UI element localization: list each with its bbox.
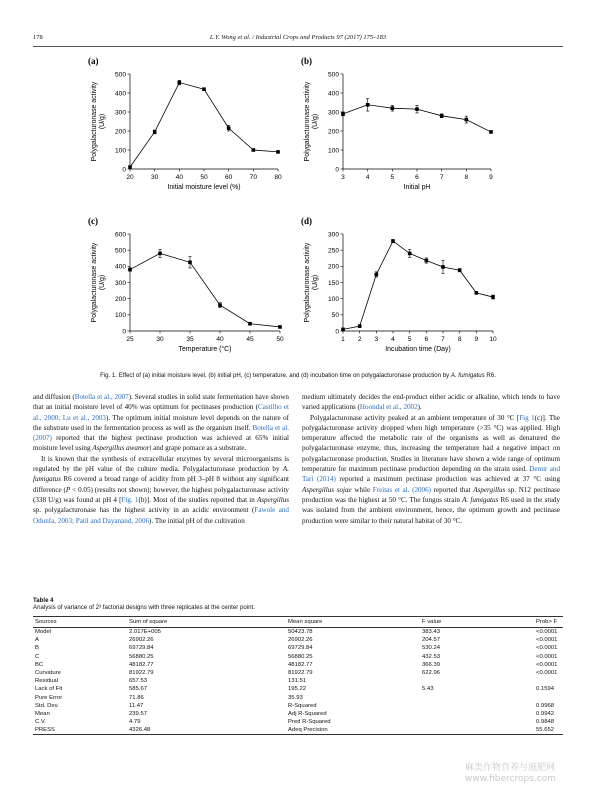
- x-tick-label: 8: [464, 174, 469, 181]
- paragraph: Polygalacturonase activity peaked at an ambient temperature of 30 °C [Fig 1(c)]. The polygalacturonase activity dropped when high temperature (>35 °C) was applied. High temperature affected the metabolic rate of the organisms as well as denatured the polygalacturonase enzyme, thus, increasing the temperature had a negative impact on polygalacturonase production. Studies in literature have shown a wide range of optimum temperature for maximum pectinase production depending on the strain used. Demir and Tari (2014) reported a maximum pectinase production was achieved at 37 °C using Aspergillus sojae while Freitas et al. (2006) reported that Aspergillus sp. N12 pectinase production was the highest at 50 °C. The fungus strain A. fumigatus R6 used in the study was isolated from the ambient environment, hence, the optimum growth and pectinase production were similar to their natural habitat of 30 °C.: [302, 413, 561, 525]
- data-point: [158, 252, 162, 256]
- citation-link[interactable]: Castilho et al., 2000; Lu et al., 2003: [33, 403, 290, 422]
- y-axis-label-line: (U/g): [99, 113, 106, 130]
- y-tick-label: 500: [114, 71, 126, 79]
- paragraph: and diffusion (Botella et al., 2007). Several studies in solid state fermentation have shown that an initial moisture level of 40% was optimum for pectinases production (Castilho et al., 2000; Lu et al., 2003). The optimum initial moisture level depends on the nature of the substrate used in the fermentation process as well as the organism itself. Botella et al. (2007) reported that the highest pectinase production was achieved at 65% initial moisture level using Aspergillus awamori and grape pomace as a substrate.: [33, 393, 290, 453]
- table-row: [33, 644, 563, 652]
- table-cell: PRESS: [35, 727, 55, 734]
- y-axis-label: [91, 81, 106, 161]
- series-line: [130, 83, 278, 168]
- page-header: [33, 34, 563, 46]
- table-header-cell: Prob> F: [536, 619, 558, 625]
- italic-term: Aspergillus sojae: [302, 485, 352, 494]
- x-axis-label: Initial moisture level (%): [167, 184, 241, 191]
- table-cell: Model: [35, 629, 52, 636]
- table-cell: C: [35, 653, 40, 660]
- table-cell: [420, 726, 534, 735]
- x-tick-label: 50: [200, 174, 208, 181]
- y-tick-label: 200: [114, 295, 126, 303]
- x-tick-label: 9: [474, 336, 479, 343]
- data-point: [391, 106, 395, 110]
- table-cell: 50423.78: [288, 629, 313, 636]
- table-cell: 48182.77: [129, 661, 154, 668]
- table-cell: 432.53: [422, 653, 441, 660]
- table-cell: 48182.77: [288, 661, 313, 668]
- table-row: [33, 702, 563, 710]
- y-axis-label: [91, 242, 106, 322]
- x-tick-label: 7: [441, 336, 445, 343]
- table-cell: 585.67: [129, 686, 148, 693]
- x-tick-label: 40: [175, 174, 184, 181]
- table-cell: 26902.26: [129, 637, 154, 644]
- y-tick-label: 0: [122, 328, 126, 336]
- chart-panel: [301, 56, 493, 191]
- x-tick-label: 30: [150, 174, 159, 181]
- x-tick-label: 1: [341, 336, 345, 343]
- table-cell: Mean: [35, 710, 50, 717]
- citation-link[interactable]: Fig. 1: [121, 495, 139, 504]
- y-tick-label: 600: [114, 231, 126, 239]
- data-point: [440, 114, 444, 118]
- italic-term: Aspergillus awamori: [92, 444, 152, 453]
- data-point: [458, 268, 462, 272]
- y-tick-label: 400: [114, 263, 126, 271]
- data-point: [391, 239, 395, 243]
- y-axis-label: [304, 81, 319, 161]
- table-cell: Adeq Precision: [288, 727, 328, 734]
- table-row: [33, 710, 563, 718]
- y-tick-label: 400: [327, 90, 339, 98]
- left-text-column: [33, 392, 289, 526]
- x-tick-label: 20: [126, 174, 134, 181]
- table-row: [33, 661, 563, 669]
- table-cell: 4326.48: [129, 727, 151, 734]
- series-line: [343, 241, 493, 329]
- y-tick-label: 500: [327, 71, 339, 79]
- x-tick-label: 6: [424, 336, 429, 343]
- data-point: [178, 81, 182, 85]
- table-cell: <0.0001: [536, 661, 558, 668]
- x-axis-label: Incubation time (Day): [385, 346, 451, 353]
- x-tick-label: 40: [216, 336, 224, 343]
- table-cell: 55.652: [536, 727, 555, 734]
- watermark: [465, 763, 556, 785]
- table-row: [33, 718, 563, 726]
- table-cell: Std. Dev.: [35, 702, 59, 709]
- y-axis-label-line: Polygalacturonase activity: [91, 81, 98, 162]
- x-tick-label: 4: [391, 336, 395, 343]
- data-point: [366, 103, 370, 107]
- figure-caption-text: Fig. 1. Effect of (a) initial moisture level, (b) initial pH, (c) temperature, and (d) incubation time on polygalacturonase production by A. fumigatus R6.: [100, 372, 496, 379]
- table-cell: 131.51: [288, 678, 307, 685]
- x-tick-label: 10: [489, 336, 497, 343]
- data-point: [358, 324, 362, 328]
- y-tick-label: 100: [114, 147, 126, 155]
- y-tick-label: 300: [114, 109, 126, 117]
- x-tick-label: 2: [357, 336, 362, 343]
- table-cell: 11.47: [129, 702, 144, 709]
- data-point: [202, 87, 206, 91]
- y-axis-label-line: (U/g): [312, 274, 319, 291]
- table-cell: <0.0001: [536, 670, 558, 677]
- table-cell: 195.22: [288, 686, 307, 693]
- table-cell: 622.96: [422, 670, 441, 677]
- citation-link[interactable]: Demir and Tari (2014): [302, 465, 561, 484]
- table-cell: 69729.84: [129, 645, 154, 652]
- chart-panel: [88, 216, 284, 353]
- citation-link[interactable]: Freitas et al. (2006): [372, 485, 431, 494]
- anova-table: [33, 616, 563, 735]
- chart-panel: [301, 216, 497, 353]
- table-label: Table 4: [33, 597, 54, 604]
- citation-link[interactable]: Hoondal et al., 2002: [359, 403, 418, 412]
- table-cell: 0.9942: [536, 710, 555, 717]
- table-caption: [33, 597, 255, 611]
- data-point: [153, 130, 157, 134]
- table-cell: 0.1594: [536, 686, 555, 693]
- table-row: [33, 653, 563, 661]
- watermark-line: www.fibercrops.com: [465, 774, 556, 784]
- table-row: [33, 677, 563, 685]
- right-text-column: [302, 392, 560, 526]
- table-cell: A: [35, 637, 39, 644]
- x-tick-label: 35: [186, 336, 194, 343]
- x-tick-label: 6: [415, 174, 419, 181]
- y-tick-label: 200: [114, 128, 126, 136]
- panel-label: (b): [301, 56, 312, 66]
- data-point: [252, 148, 256, 152]
- x-tick-label: 7: [439, 174, 444, 181]
- paragraph: medium ultimately decides the end-product either acidic or alkaline, which tends to have varied applications (Hoondal et al., 2002).: [302, 393, 560, 412]
- x-tick-label: 9: [489, 174, 493, 181]
- table-cell: 26902.26: [288, 637, 313, 644]
- table-cell: [420, 702, 534, 710]
- table-cell: [534, 694, 563, 702]
- data-point: [227, 126, 231, 130]
- table-row: [33, 685, 563, 693]
- data-point: [278, 325, 282, 329]
- table-cell: <0.0001: [536, 629, 558, 636]
- table-row: [33, 628, 563, 637]
- y-tick-label: 50: [331, 312, 339, 320]
- y-tick-label: 300: [327, 109, 339, 117]
- x-tick-label: 5: [390, 174, 395, 181]
- y-axis-label-line: Polygalacturonase activity: [304, 242, 311, 323]
- data-point: [475, 291, 479, 295]
- data-point: [415, 107, 419, 111]
- data-point: [489, 130, 493, 134]
- table-cell: 0.9968: [536, 702, 555, 709]
- x-tick-label: 25: [126, 336, 134, 343]
- table-cell: Pure Error: [35, 694, 63, 701]
- table-cell: 5.43: [422, 686, 434, 693]
- x-tick-label: 70: [249, 174, 258, 181]
- data-point: [341, 112, 345, 116]
- table-row: [33, 726, 563, 735]
- table-cell: 383.43: [422, 629, 441, 636]
- table-cell: Pred R-Squared: [288, 719, 331, 726]
- table-cell: [420, 677, 534, 685]
- y-tick-label: 100: [327, 295, 339, 303]
- table-cell: [534, 677, 563, 685]
- table-cell: 204.57: [422, 637, 441, 644]
- x-tick-label: 8: [457, 336, 462, 343]
- page-number: 178: [33, 34, 43, 41]
- table-cell: BC: [35, 661, 44, 668]
- x-tick-label: 60: [224, 174, 233, 181]
- table-cell: 81922.79: [288, 670, 313, 677]
- table-cell: Residual: [35, 678, 58, 685]
- data-point: [218, 303, 222, 307]
- table-row: [33, 636, 563, 644]
- italic-term: A. fumigatus: [462, 495, 499, 504]
- table-cell: 4.79: [129, 719, 141, 726]
- table-cell: B: [35, 645, 39, 652]
- table-cell: 56880.25: [288, 653, 313, 660]
- series-line: [130, 253, 280, 327]
- data-point: [276, 150, 280, 154]
- y-tick-label: 0: [122, 166, 126, 174]
- x-axis-label: Initial pH: [403, 184, 431, 191]
- table-cell: 81922.79: [129, 670, 154, 677]
- y-tick-label: 200: [327, 128, 339, 136]
- x-tick-label: 30: [156, 336, 164, 343]
- citation-link[interactable]: Botella et al., 2007: [74, 393, 129, 401]
- italic-term: Aspergillus: [256, 495, 290, 504]
- table-cell: C.V.: [35, 719, 46, 726]
- y-axis-label-line: Polygalacturonase activity: [91, 242, 98, 323]
- italic-term: A. fumigatus: [33, 465, 289, 484]
- data-point: [491, 295, 495, 299]
- table-cell: Curvature: [35, 670, 61, 677]
- italic-term: Aspergillus: [473, 485, 506, 494]
- x-axis-label: Temperature (°C): [178, 346, 232, 353]
- table-header-row: [33, 617, 563, 628]
- table-cell: 2.017E+005: [129, 629, 161, 636]
- y-axis-label-line: Polygalacturonase activity: [304, 81, 311, 162]
- figure-caption: [33, 372, 563, 379]
- data-point: [465, 118, 469, 122]
- y-tick-label: 200: [327, 263, 339, 271]
- figure-1-panels: [33, 46, 563, 368]
- citation-link[interactable]: Botella et al. (2007): [33, 423, 289, 443]
- data-point: [441, 265, 445, 269]
- y-tick-label: 300: [327, 231, 339, 239]
- y-tick-label: 0: [335, 328, 339, 336]
- y-tick-label: 500: [114, 247, 126, 255]
- y-tick-label: 150: [327, 279, 339, 287]
- data-point: [425, 259, 429, 263]
- y-tick-label: 400: [114, 90, 126, 98]
- table-title: Analysis of variance of 2³ factorial designs with three replicates at the center point.: [33, 604, 255, 611]
- table-cell: 239.57: [129, 710, 148, 717]
- y-axis-label-line: (U/g): [99, 274, 106, 291]
- x-tick-label: 80: [274, 174, 282, 181]
- table-cell: Lack of Fit: [35, 686, 63, 693]
- table-cell: 530.24: [422, 645, 441, 652]
- paragraph: It is known that the synthesis of extracellular enzymes by several microorganisms is regulated by the pH value of the culture media. Polygalacturonase production by A. fumigatus R6 covered a broad range of acidity from pH 3–pH 8 without any significant difference (P < 0.05) (results not shown); however, the highest polygalacturonase activity (338 U/g) was found at pH 4 [Fig. 1(b)]. Most of the studies reported that in Aspergillus sp. polygalacturonase has the highest activity in an acidic environment (Fawole and Odunfa, 2003; Patil and Dayanand, 2006). The initial pH of the cultivation: [33, 454, 290, 525]
- data-point: [128, 268, 132, 272]
- data-point: [341, 328, 345, 332]
- table-header-cell: Sum of square: [129, 619, 168, 625]
- panel-label: (c): [88, 216, 98, 226]
- x-tick-label: 5: [407, 336, 412, 343]
- citation-link[interactable]: Fig 1: [519, 413, 535, 422]
- table-cell: R-Squared: [288, 702, 317, 709]
- table-row: [33, 669, 563, 677]
- x-tick-label: 3: [374, 336, 379, 343]
- y-axis-label-line: (U/g): [312, 113, 319, 130]
- data-point: [408, 252, 412, 256]
- table-cell: <0.0001: [536, 653, 558, 660]
- table-row: [33, 694, 563, 702]
- table-cell: <0.0001: [536, 645, 558, 652]
- data-point: [128, 165, 132, 169]
- y-tick-label: 100: [327, 147, 339, 155]
- data-point: [248, 322, 252, 326]
- table-cell: 0.9848: [536, 719, 555, 726]
- table-cell: Adj R-Squared: [288, 710, 327, 717]
- panel-label: (a): [88, 56, 99, 66]
- y-tick-label: 300: [114, 279, 126, 287]
- citation-link[interactable]: Fawole and Odunfa, 2003; Patil and Dayanand, 2006: [33, 506, 289, 525]
- data-point: [375, 273, 379, 277]
- table-cell: 69729.84: [288, 645, 313, 652]
- table-header-cell: Mean square: [288, 619, 323, 625]
- table-header-cell: F value: [422, 619, 442, 625]
- table-cell: 56880.25: [129, 653, 154, 660]
- table-cell: 71.86: [129, 694, 144, 701]
- journal-running-title: L.Y. Wong et al. / Industrial Crops and Products 97 (2017) 175–183: [209, 34, 387, 41]
- x-tick-label: 50: [276, 336, 284, 343]
- table-cell: <0.0001: [536, 637, 558, 644]
- x-tick-label: 3: [341, 174, 345, 181]
- table-cell: 657.53: [129, 678, 148, 685]
- x-tick-label: 4: [365, 174, 370, 181]
- table-cell: [420, 710, 534, 718]
- y-tick-label: 250: [327, 247, 339, 255]
- data-point: [188, 260, 192, 264]
- table-cell: 35.93: [288, 694, 303, 701]
- table-cell: 366.39: [422, 661, 441, 668]
- y-tick-label: 0: [335, 166, 339, 174]
- table-cell: [420, 694, 534, 702]
- panel-label: (d): [301, 216, 312, 226]
- table-header-cell: Sources: [35, 619, 57, 625]
- y-axis-label: [304, 242, 319, 322]
- watermark-line: 麻类作物营养与施肥网: [465, 763, 556, 773]
- y-tick-label: 100: [114, 312, 126, 320]
- chart-panel: [88, 56, 282, 191]
- table-cell: [420, 718, 534, 726]
- x-tick-label: 45: [246, 336, 254, 343]
- italic-term: P: [65, 485, 71, 494]
